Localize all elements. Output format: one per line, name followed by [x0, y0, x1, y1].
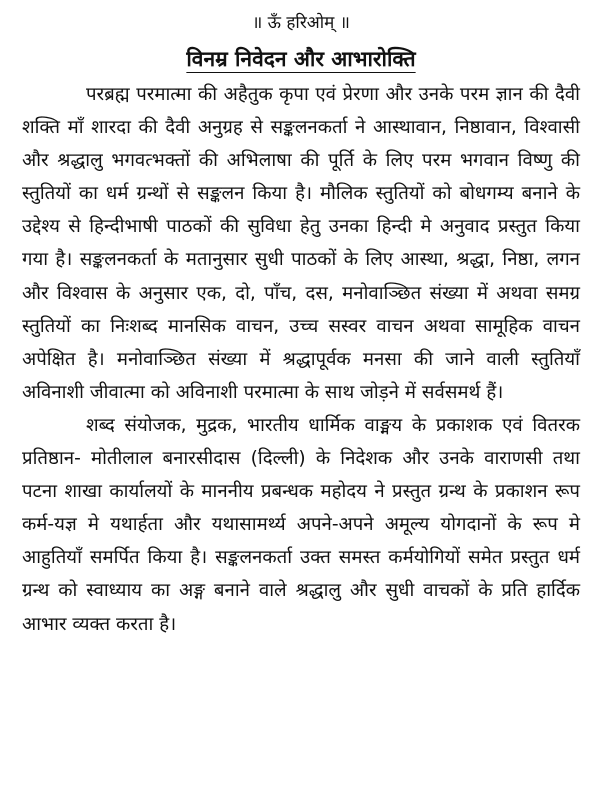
paragraph-2: शब्द संयोजक, मुद्रक, भारतीय धार्मिक वाङ्मय के प्रकाशक एवं वितरक प्रतिष्ठान- मोतीलाल बनारसीदास (दिल्ली) के निदेशक और उनके वाराणसी तथा पटना शाखा कार्यालयों के माननीय प्रबन्धक महोदय ने प्रस्तुत ग्रन्थ के प्रकाशन रूप कर्म-यज्ञ मे यथार्हता और यथासामर्थ्य अपने-अपने अमूल्य योगदानों के रूप मे आहुतियाँ समर्पित किया है। सङ्कलनकर्ता उक्त समस्त कर्मयोगियों समेत प्रस्तुत धर्म ग्रन्थ को स्वाध्याय का अङ्ग बनाने वाले श्रद्धालु और सुधी वाचकों के प्रति हार्दिक आभार व्यक्त करता है।: [22, 414, 580, 635]
paragraph-1: परब्रह्म परमात्मा की अहैतुक कृपा एवं प्रेरणा और उनके परम ज्ञान की दैवी शक्ति माँ शारदा की दैवी अनुग्रह से सङ्कलनकर्ता ने आस्थावान, निष्ठावान, विश्वासी और श्रद्धालु भगवत्भक्तों की अभिलाषा की पूर्ति के लिए परम भगवान विष्णु की स्तुतियों का धर्म ग्रन्थों से सङ्कलन किया है। मौलिक स्तुतियों को बोधगम्य बनाने के उद्देश्य से हिन्दीभाषी पाठकों की सुविधा हेतु उनका हिन्दी मे अनुवाद प्रस्तुत किया गया है। सङ्कलनकर्ता के मतानुसार सुधी पाठकों के लिए आस्था, श्रद्धा, निष्ठा, लगन और विश्वास के अनुसार एक, दो, पाँच, दस, मनोवाञ्छित संख्या में अथवा समग्र स्तुतियों का निःशब्द मानसिक वाचन, उच्च सस्वर वाचन अथवा सामूहिक वाचन अपेक्षित है। मनोवाञ्छित संख्या में श्रद्धापूर्वक मनसा की जाने वाली स्तुतियाँ अविनाशी जीवात्मा को अविनाशी परमात्मा के साथ जोड़ने में सर्वसमर्थ हैं।: [22, 84, 580, 403]
invocation-heading: ॥ ऊँ हरिओम् ॥: [252, 13, 350, 33]
page-title: विनम्र निवेदन और आभारोक्ति: [186, 47, 416, 71]
